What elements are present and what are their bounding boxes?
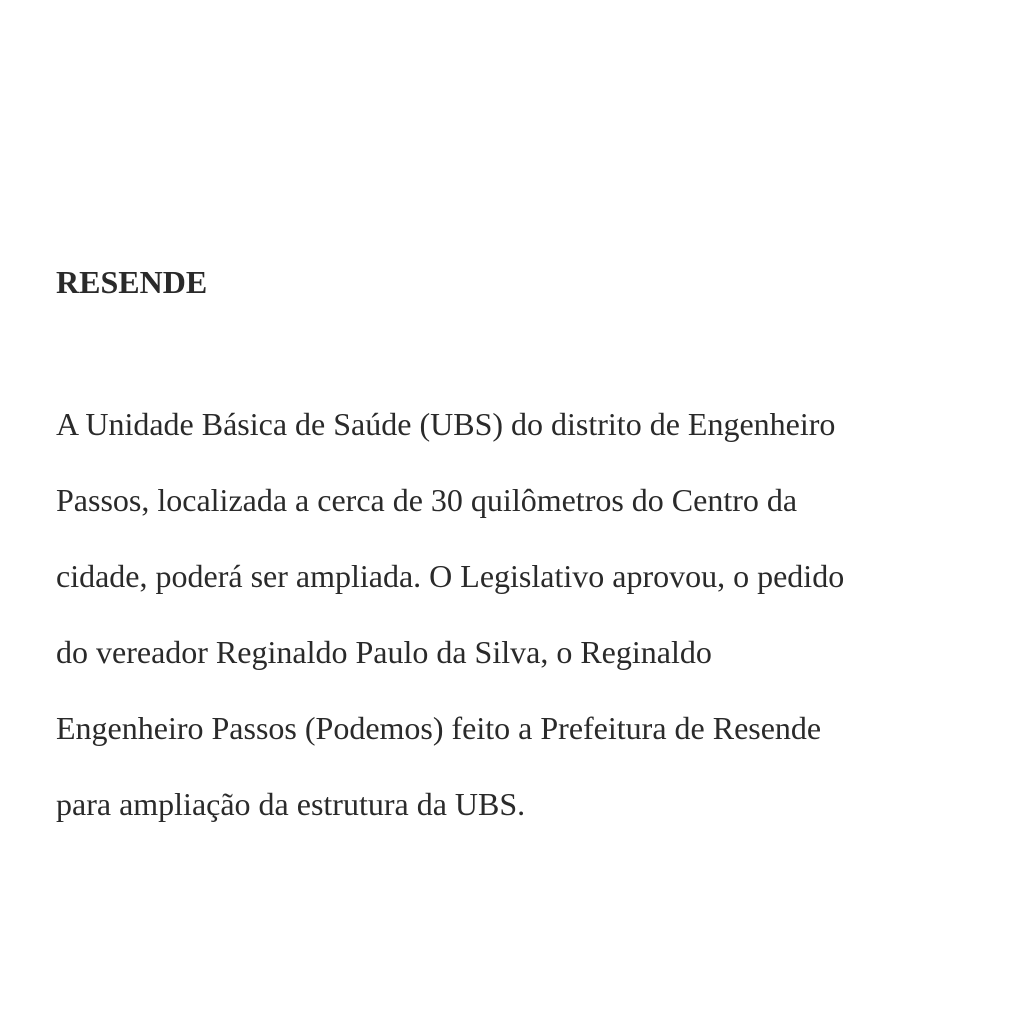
body-line-4: do vereador Reginaldo Paulo da Silva, o Reginaldo: [56, 634, 712, 670]
body-line-3: cidade, poderá ser ampliada. O Legislativo aprovou, o pedido: [56, 558, 845, 594]
body-line-2: Passos, localizada a cerca de 30 quilômetros do Centro da: [56, 482, 798, 518]
body-line-1: A Unidade Básica de Saúde (UBS) do distrito de Engenheiro: [56, 406, 836, 442]
article-heading: RESENDE: [56, 264, 208, 300]
body-line-6: para ampliação da estrutura da UBS.: [56, 786, 526, 822]
article-body: [56, 386, 996, 842]
body-line-5: Engenheiro Passos (Podemos) feito a Prefeitura de Resende: [56, 710, 822, 746]
